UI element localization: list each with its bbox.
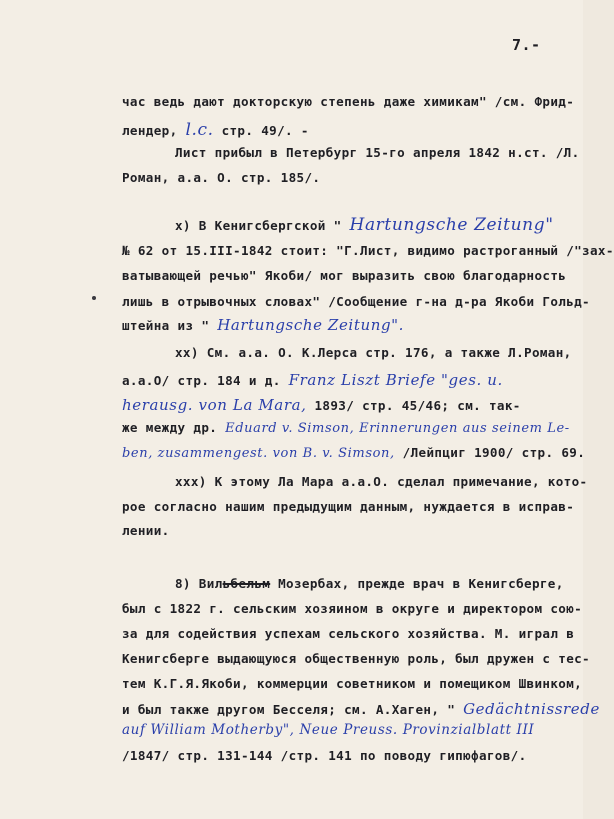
text-line: час ведь дают докторскую степень даже химикам" /см. Фрид-	[122, 94, 575, 109]
text-line: лендер, l.c. стр. 49/. -	[122, 120, 309, 140]
footnote-line: x) В Кенигсбергской " Hartungsche Zeitung"	[175, 215, 554, 235]
text-line: лении.	[122, 523, 170, 538]
footnote-line: xx) См. a.a. O. К.Лерса стр. 176, а также Л.Роман,	[175, 345, 572, 360]
handwritten-insert: Hartungsche Zeitung"	[349, 215, 554, 235]
text-line: штейна из " Hartungsche Zeitung".	[122, 316, 405, 334]
text-line: Лист прибыл в Петербург 15-го апреля 1842 н.ст. /Л.	[175, 145, 580, 160]
text-line: за для содействия успехам сельского хозяйства. М. играл в	[122, 626, 575, 641]
text-line: был с 1822 г. сельским хозяином в округе и директором сою-	[122, 601, 583, 616]
text-line: a.a.O/ стр. 184 и д. Franz Liszt Briefe "ges. u.	[122, 371, 503, 389]
handwritten-insert: Hartungsche Zeitung".	[217, 316, 405, 334]
text-line: и был также другом Бесселя; см. А.Хаген, " Gedächtnissrede	[122, 700, 600, 718]
text-line: Кенигсберге выдающуюся общественную роль, был дружен с тес-	[122, 651, 590, 666]
handwritten-insert: Eduard v. Simson, Erinnerungen aus seinem Le-	[225, 421, 570, 436]
text-line: рое согласно нашим предыдущим данным, нуждается в исправ-	[122, 499, 575, 514]
text-line: же между др. Eduard v. Simson, Erinnerungen aus seinem Le-	[122, 420, 570, 436]
text-line: тем К.Г.Я.Якоби, коммерции советником и помещиком Швинком,	[122, 676, 583, 691]
handwritten-insert: herausg. von La Mara,	[122, 396, 307, 414]
handwritten-insert: Gedächtnissrede	[463, 700, 600, 718]
text-line: лишь в отрывочных словах" /Сообщение г-на д-ра Якоби Гольд-	[122, 294, 590, 309]
text-line: ben, zusammengest. von B. v. Simson, /Лейпциг 1900/ стр. 69.	[122, 445, 586, 461]
handwritten-insert: ben, zusammengest. von B. v. Simson,	[122, 446, 395, 461]
handwritten-insert: Franz Liszt Briefe "ges. u.	[288, 371, 503, 389]
struck-text: ьбельм	[222, 576, 271, 591]
footnote-line: xxx) К этому Ла Мара a.a.O. сделал примечание, кото-	[175, 474, 588, 489]
margin-mark	[92, 296, 96, 300]
text-line: Роман, a.a. O. стр. 185/.	[122, 170, 321, 185]
text-line: ватывающей речью" Якоби/ мог выразить свою благодарность	[122, 268, 567, 283]
page-number: 7.-	[512, 36, 541, 54]
handwritten-insert: l.c.	[185, 120, 214, 140]
text-line: /1847/ стр. 131-144 /стр. 141 по поводу гипюфагов/.	[122, 748, 527, 763]
text-line: № 62 от 15.III-1842 стоит: "Г.Лист, видимо растроганный /"зах-	[122, 243, 614, 258]
text-line	[122, 722, 534, 738]
text-line: herausg. von La Mara, 1893/ стр. 45/46; см. так-	[122, 396, 521, 414]
paragraph-line: 8) Вильбельм Мозербах, прежде врач в Кенигсберге,	[175, 576, 564, 591]
handwritten-insert: auf William Motherby", Neue Preuss. Provinzialblatt III	[122, 722, 535, 738]
